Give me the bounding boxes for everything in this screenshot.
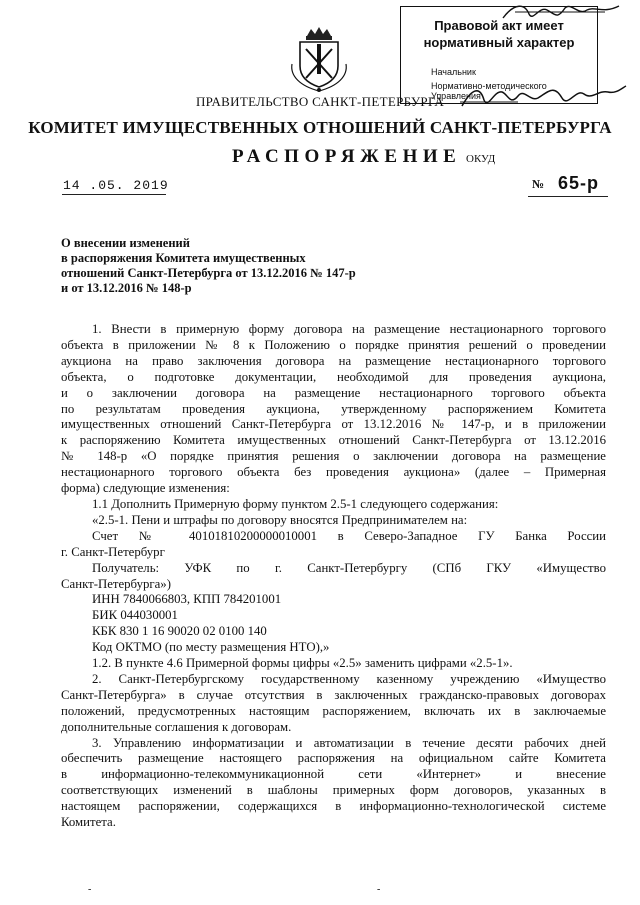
document-type: РАСПОРЯЖЕНИЕ [232, 146, 462, 167]
text-line: положений, предусмотренных настоящим распоряжением, включать их в заключаемые [61, 703, 606, 718]
text-line: в информационно-телекоммуникационной сети «Интернет» и внесение [61, 767, 606, 782]
committee-heading: КОМИТЕТ ИМУЩЕСТВЕННЫХ ОТНОШЕНИЙ САНКТ-ПЕТЕРБУРГА [28, 118, 612, 137]
text-line: № 148-р «О порядке принятия решения о заключении договора на размещение [61, 449, 606, 464]
paragraph-1-2: 1.2. В пункте 4.6 Примерной формы цифры «2.5» заменить цифрами «2.5-1». [92, 656, 513, 671]
paragraph-1-1: 1.1 Дополнить Примерную форму пунктом 2.5-1 следующего содержания: [92, 496, 499, 511]
text-line: объекта, о подготовке документации, необходимой для проведения аукциона, [61, 369, 606, 384]
text-line: и о заключении договора на размещение нестационарного торгового объекта [61, 385, 606, 400]
text-line: Комитета. [61, 815, 116, 830]
subject-line: и от 13.12.2016 № 148-р [61, 281, 192, 295]
subject-line: отношений Санкт-Петербурга от 13.12.2016 № 147-р [61, 266, 356, 280]
text-line: 2. Санкт-Петербургскому государственному казенному учреждению «Имущество [92, 671, 606, 686]
text-line: аукциона на право заключения договора на размещение нестационарного торгового [61, 353, 606, 368]
text-line: имущественных отношений Санкт-Петербурга от 13.12.2016 № 147-р, и в приложении [61, 417, 606, 432]
date-underline [62, 194, 166, 195]
text-line: Санкт-Петербурга» в случае отсутствия в заключенных гражданско-правовых договорах [61, 687, 606, 702]
paragraph-3 [61, 736, 606, 831]
document-body [61, 322, 606, 831]
text-line: 1. Внести в примерную форму договора на размещение нестационарного торгового [92, 322, 606, 336]
text-line: нестационарного торгового объекта без проведения аукциона» (далее – Примерная [61, 465, 606, 480]
okud-label: ОКУД [466, 153, 496, 165]
text-line: 3. Управлению информатизации и автоматизации в течение десяти рабочих дней [92, 735, 606, 750]
text-line: по результатам проведения аукциона, утвержденному распоряжением Комитета [61, 401, 606, 416]
stamp-line-1: Правовой акт имеет [434, 18, 564, 33]
document-date: 14 .05. 2019 [63, 178, 169, 193]
payment-recipient [61, 561, 606, 593]
kbk: КБК 830 1 16 90020 02 0100 140 [92, 624, 267, 639]
text-line: Получатель: УФК по г. Санкт-Петербургу (СПб ГКУ «Имущество [92, 560, 606, 575]
document-subject [61, 236, 356, 296]
text-line: Санкт-Петербурга») [61, 576, 171, 591]
stamp-position-1: Начальник [431, 67, 476, 77]
coat-of-arms-icon [288, 24, 350, 94]
government-heading: ПРАВИТЕЛЬСТВО САНКТ-ПЕТЕРБУРГА [195, 94, 445, 109]
document-number: 65-р [558, 173, 600, 193]
paragraph-2 [61, 672, 606, 736]
oktmo: Код ОКТМО (по месту размещения НТО),» [92, 640, 330, 655]
number-underline [528, 196, 608, 197]
footer-mark-left: - [88, 884, 92, 895]
subject-line: О внесении изменений [61, 236, 190, 250]
text-line: к распоряжению Комитета имущественных отношений Санкт-Петербурга от 13.12.2016 [61, 433, 606, 448]
text-line: настоящем распоряжении, содержащихся в информационно-технологической системе [61, 799, 606, 814]
text-line: обеспечить размещение настоящего распоряжения на официальном сайте Комитета [61, 751, 606, 766]
text-line: г. Санкт-Петербург [61, 544, 165, 559]
text-line: дополнительные соглашения к договорам. [61, 719, 292, 734]
footer-mark-center: - [377, 884, 381, 895]
number-sign: № [532, 177, 545, 191]
subject-line: в распоряжения Комитета имущественных [61, 251, 306, 265]
bank-account [61, 529, 606, 561]
inn-kpp: ИНН 7840066803, КПП 784201001 [92, 592, 282, 607]
clause-2-5-1: «2.5-1. Пени и штрафы по договору вносятся Предпринимателем на: [92, 512, 468, 527]
paragraph-1 [61, 322, 606, 497]
signature-top-icon [495, 0, 625, 26]
stamp-position-2: Нормативно-методического Управления [431, 81, 547, 101]
text-line: соответствующих изменений в шаблоны примерных форм договоров, указанных в [61, 783, 606, 798]
text-line: Счет № 40101810200000010001 в Северо-Западное ГУ Банка России [92, 528, 606, 543]
bik: БИК 044030001 [92, 608, 178, 623]
text-line: форма) следующие изменения: [61, 481, 230, 496]
stamp-line-2: нормативный характер [423, 35, 575, 50]
text-line: объекта в приложении № 8 к Положению о порядке принятия решений о проведении [61, 337, 606, 352]
